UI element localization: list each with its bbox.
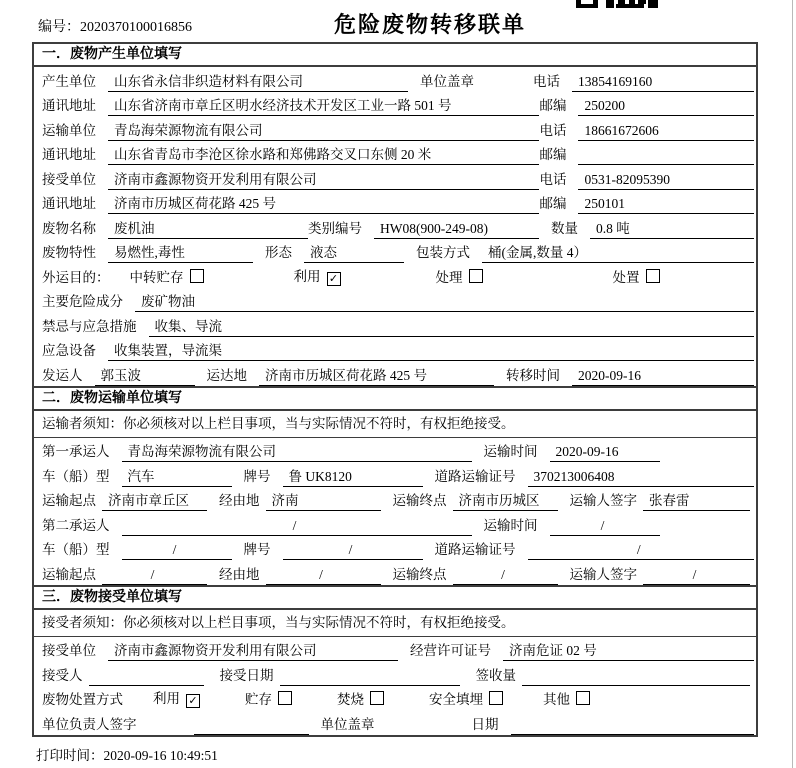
producer-address-label: 通讯地址 <box>42 98 96 113</box>
row-waste-name <box>34 214 756 239</box>
row-vehicle-type-1 <box>34 462 756 487</box>
carrier2-sign-label: 运输人签字 <box>569 566 637 582</box>
second-carrier-label: 第二承运人 <box>42 517 110 533</box>
receiver-unit-label: 接受单位 <box>42 171 96 187</box>
treat-checkbox <box>469 269 483 283</box>
option-label: 处置 <box>612 269 640 285</box>
category-code-value: HW08(900-249-08) <box>374 220 539 239</box>
road-permit-value: 370213006408 <box>528 468 755 487</box>
form-state-value: 液态 <box>304 244 404 263</box>
producer-phone-label: 电话 <box>533 73 560 89</box>
unit-seal-label: 单位盖章 <box>420 73 474 89</box>
receiver-unit-value: 济南市鑫源物资开发利用有限公司 <box>108 171 539 190</box>
row-receiving-unit <box>34 637 756 662</box>
option-label: 处理 <box>435 269 463 285</box>
transport-zip-value <box>578 146 754 165</box>
disposal-utilize-checkbox: ✓ <box>186 694 200 708</box>
option-label: 焚烧 <box>337 692 364 707</box>
transport-time2-label: 运输时间 <box>483 517 538 533</box>
unit-seal2-label: 单位盖章 <box>320 716 375 732</box>
receive-date-label: 接受日期 <box>219 667 274 683</box>
route-via-value: 济南 <box>266 492 381 511</box>
option-disposal-storage <box>245 688 292 710</box>
section1-header: 一．废物产生单位填写 <box>34 44 756 67</box>
row-waste-properties <box>34 239 756 264</box>
document-header <box>0 0 796 40</box>
receiving-unit-value: 济南市鑫源物资开发利用有限公司 <box>108 642 398 661</box>
plate-number-value: 鲁 UK8120 <box>283 468 423 487</box>
row-vehicle-type-2 <box>34 536 756 561</box>
signed-quantity-value <box>522 667 750 686</box>
row-route-1 <box>34 487 756 512</box>
transfer-time-label: 转移时间 <box>506 367 560 383</box>
row-producer-unit <box>34 67 756 92</box>
vehicle-type-label: 车（船）型 <box>42 468 110 484</box>
date-value <box>511 716 755 735</box>
print-time-label: 打印时间： <box>36 748 104 763</box>
row-receiver-unit-info <box>34 165 756 190</box>
doc-number-value: 2020370100016856 <box>80 20 192 35</box>
transport-zip-label: 邮编 <box>539 147 567 162</box>
option-label: 贮存 <box>245 692 272 707</box>
emergency-measures-label: 禁忌与应急措施 <box>42 318 137 334</box>
route-start-value: 济南市章丘区 <box>102 492 207 511</box>
destination-value: 济南市历城区荷花路 425 号 <box>259 367 494 386</box>
packing-value: 桶(金属,数量 4） <box>482 244 754 263</box>
transfer-storage-checkbox <box>190 269 204 283</box>
transport-time2-value: / <box>550 517 660 536</box>
manifest-form <box>32 42 758 737</box>
receiver-person-value <box>89 667 204 686</box>
option-landfill <box>429 688 503 710</box>
row-first-carrier <box>34 438 756 463</box>
receiver-person-label: 接受人 <box>42 667 83 683</box>
option-label: 利用 <box>153 691 180 706</box>
first-carrier-label: 第一承运人 <box>42 444 110 459</box>
receiver-notice: 接受者须知：你必须核对以上栏目事项，当与实际情况不符时，有权拒绝接受。 <box>34 610 756 637</box>
row-transport-address <box>34 141 756 166</box>
plate-number-label: 牌号 <box>243 468 271 484</box>
producer-phone-value: 13854169160 <box>572 73 754 92</box>
destination-label: 运达地 <box>206 367 247 383</box>
signed-quantity-label: 签收量 <box>475 667 516 683</box>
license-number-label: 经营许可证号 <box>410 643 491 658</box>
receive-date-value <box>280 667 460 686</box>
main-hazard-value: 废矿物油 <box>135 293 754 312</box>
route2-via-value: / <box>266 566 381 585</box>
row-emergency-measures <box>34 312 756 337</box>
emergency-measures-value: 收集、导流 <box>149 318 755 337</box>
emergency-equipment-label: 应急设备 <box>42 343 96 358</box>
first-carrier-value: 青岛海荣源物流有限公司 <box>122 443 472 462</box>
option-treat <box>436 266 483 288</box>
option-disposal-utilize <box>153 687 200 710</box>
road-permit2-value: / <box>528 541 755 560</box>
option-transfer-storage <box>130 266 204 288</box>
producer-zip-label: 邮编 <box>539 98 567 113</box>
route2-end-value: / <box>453 566 558 585</box>
transport-unit-value: 青岛海荣源物流有限公司 <box>108 122 539 141</box>
license-number-value: 济南危证 02 号 <box>503 642 754 661</box>
carrier-sign-label: 运输人签字 <box>569 493 637 508</box>
carrier-sign-value: 张春雷 <box>643 492 750 511</box>
receiver-zip-label: 邮编 <box>539 196 567 211</box>
quantity-label: 数量 <box>551 220 578 236</box>
disposal-method-label: 废物处置方式 <box>42 692 123 707</box>
option-dispose <box>613 266 660 288</box>
row-disposal-method <box>34 686 756 711</box>
section2-header: 二．废物运输单位填写 <box>34 386 756 411</box>
route-end-value: 济南市历城区 <box>453 492 558 511</box>
route2-end-label: 运输终点 <box>392 566 447 582</box>
form-state-label: 形态 <box>265 245 292 260</box>
dispose-checkbox <box>646 269 660 283</box>
transport-phone-value: 18661672606 <box>578 122 754 141</box>
other-checkbox <box>576 691 590 705</box>
quantity-value: 0.8 吨 <box>590 220 754 239</box>
transport-address-value: 山东省青岛市李沧区徐水路和郑佛路交叉口东侧 20 米 <box>108 146 539 165</box>
waste-name-value: 废机油 <box>108 220 308 239</box>
option-label: 安全填埋 <box>429 692 483 707</box>
producer-unit-value: 山东省永信非织造材料有限公司 <box>108 73 408 92</box>
waste-property-label: 废物特性 <box>42 245 96 260</box>
section3-header: 三．废物接受单位填写 <box>34 585 756 610</box>
row-emergency-equipment <box>34 337 756 362</box>
transfer-time-value: 2020-09-16 <box>572 367 754 386</box>
responsible-sign-value <box>194 716 309 735</box>
vehicle-type2-label: 车（船）型 <box>42 542 110 557</box>
route-via-label: 经由地 <box>219 493 260 508</box>
receiver-address-value: 济南市历城区荷花路 425 号 <box>108 195 539 214</box>
option-label: 中转贮存 <box>129 269 184 285</box>
emergency-equipment-value: 收集装置，导流渠 <box>108 342 754 361</box>
transport-unit-label: 运输单位 <box>42 122 96 138</box>
receiver-phone-label: 电话 <box>539 171 567 187</box>
responsible-sign-label: 单位负责人签字 <box>42 716 137 732</box>
receiver-zip-value: 250101 <box>578 195 754 214</box>
page-edge-line <box>792 0 793 768</box>
print-time-value: 2020-09-16 10:49:51 <box>103 748 218 763</box>
shipper-label: 发运人 <box>42 367 83 383</box>
row-receiver-address-info <box>34 190 756 215</box>
row-second-carrier <box>34 511 756 536</box>
transport-time-value: 2020-09-16 <box>550 443 660 462</box>
row-transfer-purpose <box>34 263 756 288</box>
row-producer-address <box>34 92 756 117</box>
transporter-notice: 运输者须知：你必须核对以上栏目事项，当与实际情况不符时，有权拒绝接受。 <box>34 411 756 438</box>
receiver-phone-value: 0531-82095390 <box>578 171 754 190</box>
print-time <box>36 744 218 764</box>
shipper-value: 郭玉波 <box>95 367 195 386</box>
second-carrier-value: / <box>122 517 472 536</box>
route2-via-label: 经由地 <box>219 566 260 582</box>
producer-zip-value: 250200 <box>578 97 754 116</box>
transport-time-label: 运输时间 <box>483 444 538 459</box>
receiver-address-label: 通讯地址 <box>42 196 96 211</box>
waste-property-value: 易燃性,毒性 <box>108 244 253 263</box>
transport-address-label: 通讯地址 <box>42 147 96 162</box>
road-permit2-label: 道路运输证号 <box>434 542 516 557</box>
route2-start-value: / <box>102 566 207 585</box>
option-label: 利用 <box>293 268 321 284</box>
vehicle-type-value: 汽车 <box>122 468 232 487</box>
incinerate-checkbox <box>370 691 384 705</box>
plate-number2-label: 牌号 <box>243 542 271 557</box>
carrier2-sign-value: / <box>643 566 750 585</box>
receiving-unit-label: 接受单位 <box>42 643 96 658</box>
road-permit-label: 道路运输证号 <box>434 468 516 484</box>
row-receiving-person <box>34 661 756 686</box>
row-main-hazard <box>34 288 756 313</box>
transfer-purpose-label: 外运目的： <box>42 269 110 285</box>
option-incinerate <box>337 688 384 710</box>
transport-phone-label: 电话 <box>539 122 567 138</box>
row-responsible-signature <box>34 710 756 735</box>
disposal-storage-checkbox <box>278 691 292 705</box>
producer-unit-label: 产生单位 <box>42 73 96 89</box>
date-label: 日期 <box>471 716 499 732</box>
page-title: 危险废物转移联单 <box>333 12 526 37</box>
route-end-label: 运输终点 <box>392 493 447 508</box>
route-start-label: 运输起点 <box>42 493 96 508</box>
producer-address-value: 山东省济南市章丘区明水经济技术开发区工业一路 501 号 <box>108 97 539 116</box>
plate-number2-value: / <box>283 541 423 560</box>
option-other <box>543 688 590 710</box>
row-shipper <box>34 361 756 386</box>
packing-label: 包装方式 <box>416 245 470 260</box>
row-transport-unit <box>34 116 756 141</box>
landfill-checkbox <box>489 691 503 705</box>
main-hazard-label: 主要危险成分 <box>42 294 123 309</box>
category-code-label: 类别编号 <box>308 220 362 236</box>
vehicle-type2-value: / <box>122 541 232 560</box>
option-label: 其他 <box>543 692 570 707</box>
utilize-checkbox: ✓ <box>327 272 341 286</box>
option-utilize <box>294 265 341 288</box>
route2-start-label: 运输起点 <box>42 566 96 582</box>
waste-name-label: 废物名称 <box>42 220 96 236</box>
doc-number-label: 编号： <box>38 20 80 35</box>
row-route-2 <box>34 560 756 585</box>
